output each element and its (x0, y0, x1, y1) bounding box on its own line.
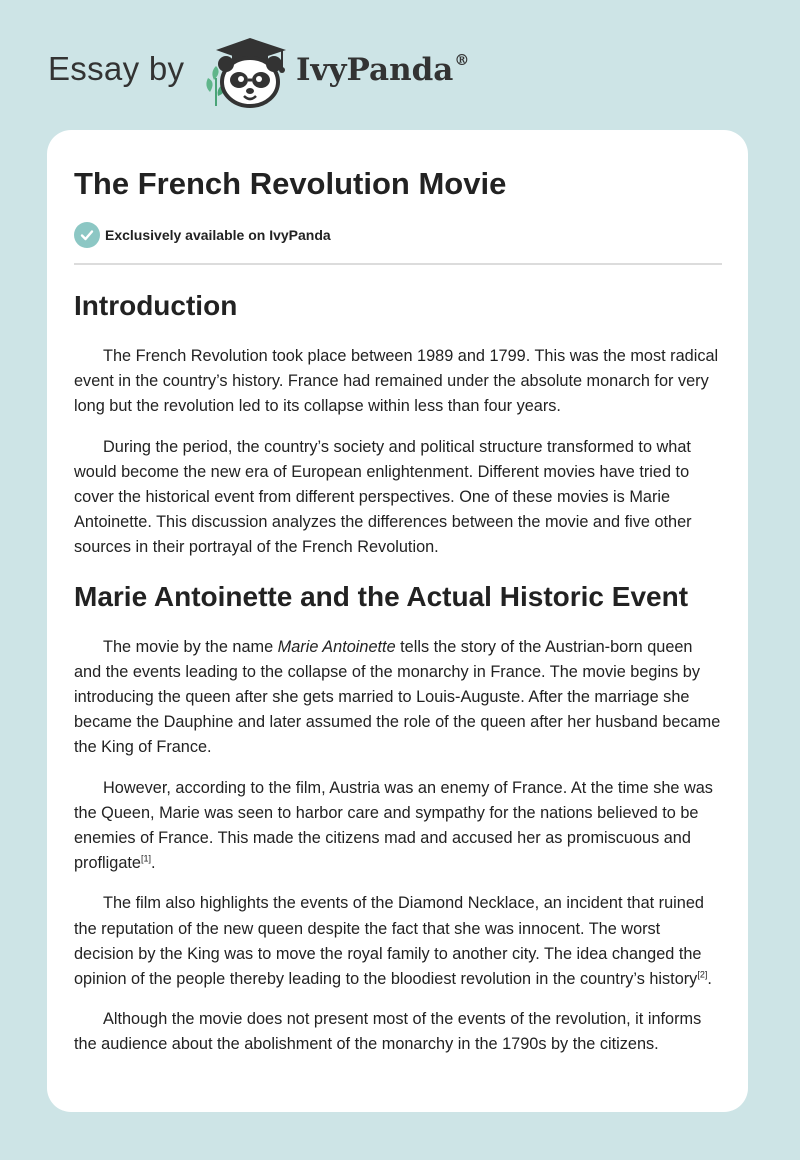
exclusive-badge-text: Exclusively available on IvyPanda (105, 227, 331, 243)
essay-by-label: Essay by (48, 50, 185, 87)
section-paragraph-2: However, according to the film, Austria was an enemy of France. At the time she was the Queen, Marie was seen to harbor care and sympathy for the nations believed to be enemies of France. This made the citizens mad and accused her as promiscuous and profligate[1]. (74, 778, 713, 873)
citation-link-2[interactable]: [2] (697, 969, 708, 980)
exclusive-badge (74, 222, 722, 248)
essay-title: The French Revolution Movie (74, 166, 507, 201)
section-heading: Marie Antoinette and the Actual Historic Event (74, 580, 689, 612)
intro-paragraph-2: During the period, the country’s society and political structure transformed to what would become the new era of European enlightenment. Different movies have tried to cover the historical event from different perspectives. One of these movies is Marie Antoinette. This discussion analyzes the differences between the movie and five other sources in their portrayal of the French Revolution. (74, 437, 692, 557)
check-icon (74, 222, 100, 248)
essay-card (47, 130, 748, 1112)
section-paragraph-4: Although the movie does not present most of the events of the revolution, it informs the audience about the abolishment of the monarchy in the 1790s by the citizens. (74, 1010, 702, 1054)
introduction-heading: Introduction (74, 290, 238, 321)
citation-link-1[interactable]: [1] (140, 853, 151, 864)
movie-title-italic: Marie Antoinette (277, 637, 396, 656)
section-paragraph-1: The movie by the name Marie Antoinette tells the story of the Austrian-born queen and the events leading to the collapse of the monarchy in France. The movie begins by introducing the queen after she gets married to Louis-Auguste. After the marriage she became the Dauphine and later assumed the role of the queen after her husband became the King of France. (74, 637, 721, 757)
title-divider (74, 263, 722, 265)
intro-paragraph-1: The French Revolution took place between 1989 and 1799. This was the most radical event in the country’s history. France had remained under the absolute monarch for very long but the revolution led to its collapse within less than four years. (74, 347, 719, 416)
section-paragraph-3: The film also highlights the events of the Diamond Necklace, an incident that ruined the reputation of the new queen despite the fact that she was innocent. The worst decision by the King was to move the royal family to another city. The idea changed the opinion of the people thereby leading to the bloodiest revolution in the country’s history[2]. (74, 894, 712, 989)
site-header (0, 0, 800, 130)
panda-graduate-logo-icon[interactable] (202, 36, 292, 110)
brand-name[interactable]: IvyPanda® (296, 50, 470, 88)
